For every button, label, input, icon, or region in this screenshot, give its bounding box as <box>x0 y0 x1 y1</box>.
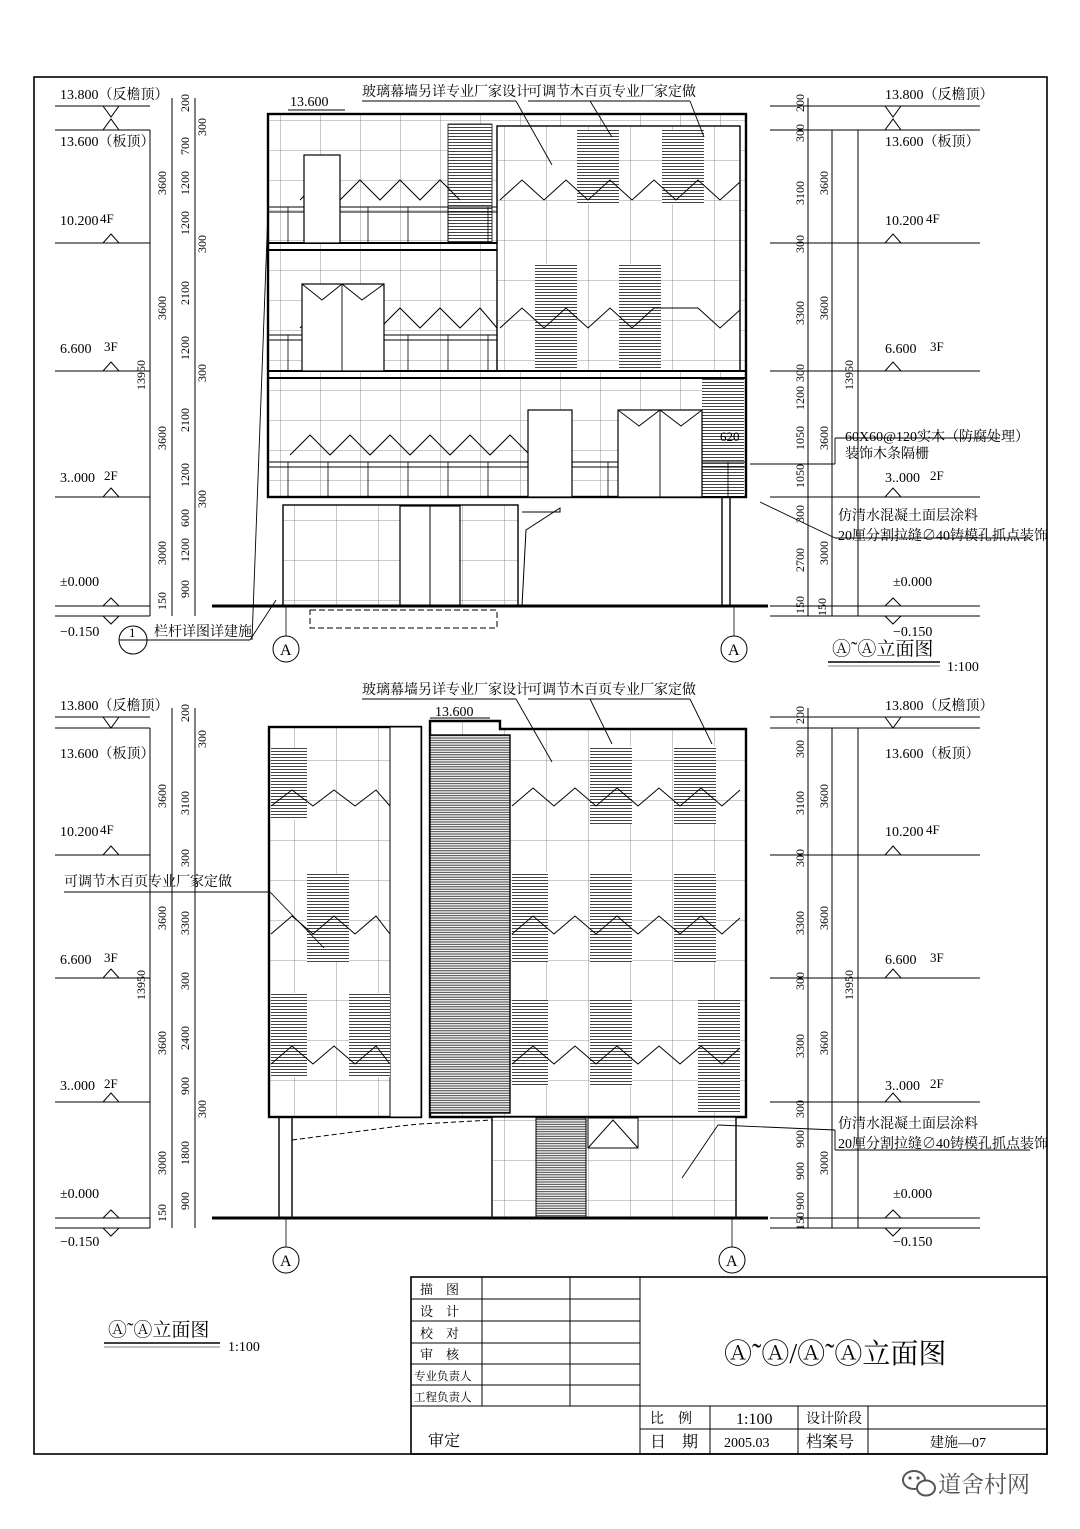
svg-text:10.200: 10.200 <box>885 825 924 840</box>
svg-text:3600: 3600 <box>817 426 831 450</box>
svg-text:900: 900 <box>793 1162 807 1180</box>
lower-full-louver <box>430 735 510 1113</box>
svg-text:2100: 2100 <box>178 281 192 305</box>
svg-text:3600: 3600 <box>817 1031 831 1055</box>
svg-text:±0.000: ±0.000 <box>893 1187 933 1202</box>
svg-text:1050: 1050 <box>793 464 807 488</box>
svg-text:玻璃幕墙另详专业厂家设计: 玻璃幕墙另详专业厂家设计 <box>362 683 530 698</box>
svg-text:3000: 3000 <box>817 1151 831 1175</box>
svg-text:900: 900 <box>178 1077 192 1095</box>
lower-louver-1 <box>271 748 307 820</box>
svg-text:2100: 2100 <box>178 408 192 432</box>
svg-text:3F: 3F <box>930 339 944 354</box>
svg-text:150: 150 <box>793 1212 807 1230</box>
svg-text:3600: 3600 <box>817 784 831 808</box>
svg-text:13.600（板顶）: 13.600（板顶） <box>60 747 155 762</box>
upper-detail-number: 1 <box>129 625 136 640</box>
svg-text:3600: 3600 <box>155 171 169 195</box>
svg-text:3300: 3300 <box>793 1034 807 1058</box>
svg-text:300: 300 <box>178 849 192 867</box>
upper-view-scale: 1:100 <box>947 660 979 675</box>
role-project-lead: 工程负责人 <box>414 1392 472 1404</box>
lower-note-louver-left: 可调节木百页专业厂家定做 <box>64 875 232 890</box>
lower-louver-6 <box>674 746 716 824</box>
lower-louver-5 <box>590 746 632 824</box>
lower-view-scale: 1:100 <box>228 1340 260 1355</box>
role-design: 设 计 <box>420 1304 460 1319</box>
svg-text:13950: 13950 <box>842 360 856 390</box>
svg-text:3600: 3600 <box>817 906 831 930</box>
upper-note-concrete-2: 20厘分割拉缝∅40铸模孔抓点装饰 <box>838 529 1048 544</box>
date-value: 2005.03 <box>724 1436 770 1451</box>
svg-text:300: 300 <box>793 972 807 990</box>
svg-text:20厘分割拉缝∅40铸模孔抓点装饰: 20厘分割拉缝∅40铸模孔抓点装饰 <box>838 1137 1048 1152</box>
lower-right-levels <box>770 708 980 1236</box>
watermark <box>903 1471 1030 1497</box>
svg-text:300: 300 <box>793 1100 807 1118</box>
svg-text:13.800（反檐顶）: 13.800（反檐顶） <box>60 699 169 714</box>
svg-text:3300: 3300 <box>793 911 807 935</box>
upper-louver-b <box>577 130 619 204</box>
svg-text:3600: 3600 <box>155 784 169 808</box>
svg-text:300: 300 <box>793 849 807 867</box>
scale-label: 比 例 <box>650 1412 692 1427</box>
upper-level-2f-tag: 2F <box>104 468 118 483</box>
role-check: 校 对 <box>420 1326 460 1341</box>
svg-text:600: 600 <box>178 509 192 527</box>
svg-text:900: 900 <box>793 1192 807 1210</box>
svg-text:700: 700 <box>178 137 192 155</box>
svg-text:4F: 4F <box>926 822 940 837</box>
svg-text:150: 150 <box>815 598 829 616</box>
svg-text:3..000: 3..000 <box>885 1079 920 1094</box>
svg-text:2700: 2700 <box>793 548 807 572</box>
svg-text:2F: 2F <box>104 1076 118 1091</box>
stage-label: 设计阶段 <box>806 1412 862 1427</box>
drawing-title: Ⓐ˜Ⓐ/Ⓐ˜Ⓐ立面图 <box>724 1339 947 1370</box>
lower-louver-12 <box>698 1000 740 1112</box>
svg-text:13950: 13950 <box>842 970 856 1000</box>
svg-text:10.200: 10.200 <box>885 214 924 229</box>
upper-right-levels <box>770 98 980 624</box>
svg-text:3000: 3000 <box>155 1151 169 1175</box>
svg-text:200: 200 <box>178 704 192 722</box>
upper-level-roof: 13.600（板顶） <box>60 135 155 150</box>
svg-text:A: A <box>280 1253 292 1270</box>
svg-text:3100: 3100 <box>178 791 192 815</box>
upper-note-wood-2: 装饰木条隔栅 <box>845 447 929 462</box>
watermark-text: 道舍村网 <box>938 1472 1030 1497</box>
svg-text:200: 200 <box>178 94 192 112</box>
svg-text:6.600: 6.600 <box>60 953 92 968</box>
svg-text:300: 300 <box>793 505 807 523</box>
svg-text:1200: 1200 <box>178 171 192 195</box>
upper-level-2f: 3..000 <box>60 471 95 486</box>
wechat-icon <box>903 1471 935 1496</box>
svg-text:150: 150 <box>793 596 807 614</box>
sheet-number: 建施—07 <box>930 1436 986 1451</box>
svg-text:1200: 1200 <box>178 211 192 235</box>
upper-level-below: −0.150 <box>60 625 100 640</box>
upper-dim-620: 620 <box>720 429 740 444</box>
lower-louver-3 <box>271 993 307 1077</box>
svg-text:A: A <box>280 642 292 659</box>
lower-louver-2 <box>307 874 349 962</box>
svg-text:200: 200 <box>793 94 807 112</box>
svg-text:300: 300 <box>195 490 209 508</box>
svg-text:1200: 1200 <box>793 386 807 410</box>
svg-text:−0.150: −0.150 <box>893 1235 933 1250</box>
svg-text:1200: 1200 <box>178 336 192 360</box>
svg-text:3600: 3600 <box>155 906 169 930</box>
upper-parapet-level: 13.600 <box>290 95 329 110</box>
lower-left-levels <box>55 708 195 1236</box>
svg-text:±0.000: ±0.000 <box>893 575 933 590</box>
upper-louver-e <box>619 264 661 371</box>
svg-text:3600: 3600 <box>155 1031 169 1055</box>
svg-text:900: 900 <box>178 1192 192 1210</box>
svg-text:13.600（板顶）: 13.600（板顶） <box>885 747 980 762</box>
lower-louver-11 <box>590 1000 632 1086</box>
svg-text:13.600（板顶）: 13.600（板顶） <box>885 135 980 150</box>
svg-text:3300: 3300 <box>793 301 807 325</box>
svg-text:2400: 2400 <box>178 1026 192 1050</box>
upper-left-dim-text <box>155 94 209 610</box>
svg-text:−0.150: −0.150 <box>60 1235 100 1250</box>
svg-text:300: 300 <box>195 118 209 136</box>
upper-note-rail: 栏杆详图详建施 <box>154 625 252 640</box>
svg-text:6.600: 6.600 <box>885 953 917 968</box>
svg-text:±0.000: ±0.000 <box>60 1187 100 1202</box>
svg-text:3600: 3600 <box>817 296 831 320</box>
lower-louver-9 <box>674 872 716 962</box>
svg-text:−0.150: −0.150 <box>893 625 933 640</box>
svg-text:3F: 3F <box>930 950 944 965</box>
svg-text:2F: 2F <box>930 1076 944 1091</box>
svg-text:A: A <box>728 642 740 659</box>
svg-text:3300: 3300 <box>178 911 192 935</box>
svg-text:300: 300 <box>195 730 209 748</box>
svg-text:13950: 13950 <box>134 360 148 390</box>
role-review: 审 核 <box>420 1347 460 1362</box>
svg-text:10.200: 10.200 <box>60 825 99 840</box>
svg-text:1800: 1800 <box>178 1141 192 1165</box>
svg-text:可调节木百页专业厂家定做: 可调节木百页专业厂家定做 <box>528 683 696 698</box>
svg-text:4F: 4F <box>926 211 940 226</box>
upper-level-3f: 6.600 <box>60 342 92 357</box>
svg-text:4F: 4F <box>100 822 114 837</box>
svg-text:300: 300 <box>793 740 807 758</box>
svg-text:300: 300 <box>178 972 192 990</box>
svg-text:2F: 2F <box>930 468 944 483</box>
upper-level-4f-tag: 4F <box>100 211 114 226</box>
svg-text:300: 300 <box>195 1100 209 1118</box>
svg-text:200: 200 <box>793 706 807 724</box>
lower-louver-10 <box>512 1000 548 1086</box>
svg-text:300: 300 <box>793 124 807 142</box>
svg-text:3100: 3100 <box>793 181 807 205</box>
lower-elevation <box>55 681 1048 1355</box>
svg-text:900: 900 <box>793 1130 807 1148</box>
svg-text:150: 150 <box>155 1204 169 1222</box>
svg-text:1200: 1200 <box>178 538 192 562</box>
lower-view-title: Ⓐ˜Ⓐ立面图 <box>108 1320 210 1341</box>
svg-text:1200: 1200 <box>178 463 192 487</box>
upper-note-concrete-1: 仿清水混凝土面层涂料 <box>838 509 978 524</box>
svg-text:150: 150 <box>155 592 169 610</box>
title-block-text <box>414 1282 986 1451</box>
svg-text:900: 900 <box>178 580 192 598</box>
upper-view-title: Ⓐ˜Ⓐ立面图 <box>832 639 934 660</box>
svg-text:13.800（反檐顶）: 13.800（反檐顶） <box>885 88 994 103</box>
upper-level-ground: ±0.000 <box>60 575 100 590</box>
svg-text:13.800（反檐顶）: 13.800（反檐顶） <box>885 699 994 714</box>
svg-text:3000: 3000 <box>817 541 831 565</box>
upper-level-3f-tag: 3F <box>104 339 118 354</box>
svg-text:13950: 13950 <box>134 970 148 1000</box>
upper-level-eave: 13.800（反檐顶） <box>60 88 169 103</box>
upper-elevation <box>55 83 1048 675</box>
upper-note-wood-1: 60X60@120实木（防腐处理） <box>845 430 1030 445</box>
svg-text:3..000: 3..000 <box>60 1079 95 1094</box>
approve-label: 审定 <box>428 1433 461 1450</box>
svg-text:3600: 3600 <box>155 426 169 450</box>
upper-note-glass: 玻璃幕墙另详专业厂家设计 <box>362 85 530 100</box>
svg-text:300: 300 <box>793 364 807 382</box>
scale-value: 1:100 <box>736 1411 773 1428</box>
lower-louver-7 <box>512 872 548 962</box>
svg-text:A: A <box>726 1253 738 1270</box>
svg-text:3F: 3F <box>104 950 118 965</box>
svg-text:3100: 3100 <box>793 791 807 815</box>
svg-text:3600: 3600 <box>817 171 831 195</box>
svg-text:300: 300 <box>793 235 807 253</box>
svg-text:1050: 1050 <box>793 426 807 450</box>
upper-level-4f: 10.200 <box>60 214 99 229</box>
upper-louver-a <box>448 124 492 242</box>
svg-text:300: 300 <box>195 364 209 382</box>
date-label: 日 期 <box>650 1434 699 1451</box>
svg-text:3..000: 3..000 <box>885 471 920 486</box>
lower-louver-8 <box>590 872 632 962</box>
role-trace: 描 图 <box>420 1282 460 1297</box>
role-discipline-lead: 专业负责人 <box>414 1371 472 1383</box>
lower-ground-louver <box>536 1118 586 1218</box>
svg-text:3600: 3600 <box>155 296 169 320</box>
svg-text:3000: 3000 <box>155 541 169 565</box>
archive-label: 档案号 <box>806 1434 855 1451</box>
svg-text:300: 300 <box>195 235 209 253</box>
svg-text:仿清水混凝土面层涂料: 仿清水混凝土面层涂料 <box>838 1117 978 1132</box>
upper-note-louver: 可调节木百页专业厂家定做 <box>528 85 696 100</box>
svg-text:13.600: 13.600 <box>435 705 474 720</box>
svg-text:6.600: 6.600 <box>885 342 917 357</box>
